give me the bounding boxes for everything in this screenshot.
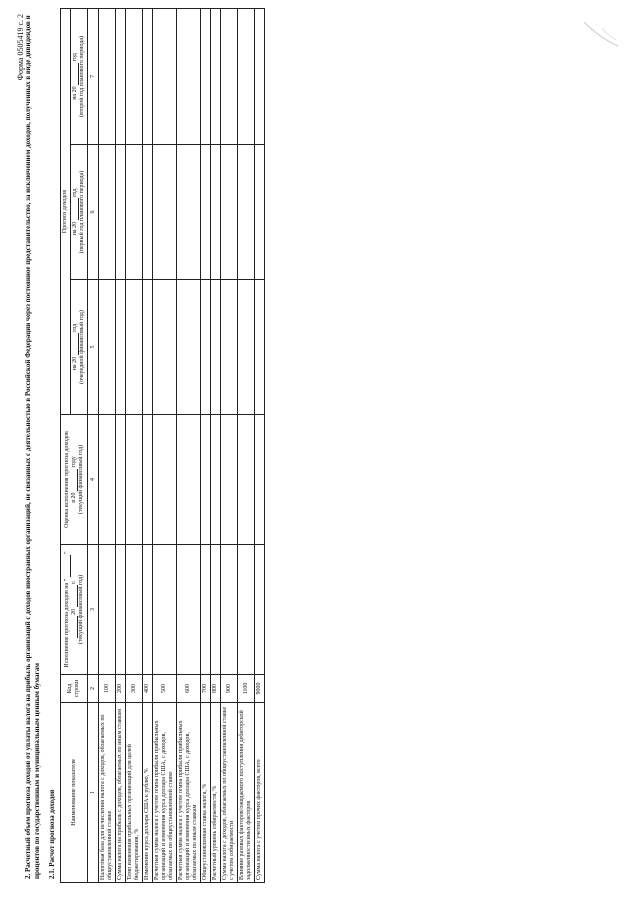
table-row — [177, 8, 201, 882]
header-estimate-line1: Оценка исполнения прогноза доходов — [63, 431, 70, 528]
value-cell[interactable] — [177, 8, 201, 144]
row-code: 700 — [201, 675, 211, 703]
row-name: Расчетная сумма налога с учетом темпа прибыли прибыльных организаций и изменения курса доллара США, с доходов, облагаемых по иным ставкам — [177, 703, 201, 883]
header-next-period: (очередной финансовый год) — [79, 310, 85, 384]
header-plan1-suffix: год — [72, 188, 78, 197]
column-number: 4 — [88, 415, 99, 545]
sub-title: 2.1. Расчет прогноза доходов — [48, 789, 56, 879]
table-body — [99, 8, 265, 882]
blank-month — [71, 616, 78, 638]
value-cell[interactable] — [211, 415, 221, 545]
header-execution-suffix: г. — [70, 580, 77, 584]
row-code: 900 — [221, 675, 238, 703]
value-cell[interactable] — [221, 545, 238, 675]
column-number: 7 — [88, 8, 99, 144]
value-cell[interactable] — [238, 545, 255, 675]
value-cell[interactable] — [211, 8, 221, 144]
row-name: Расчетный уровень собираемости, % — [211, 703, 221, 883]
row-name: Общеустановленная ставка налога, % — [201, 703, 211, 883]
blank-year — [71, 585, 78, 607]
row-code: 300 — [126, 675, 143, 703]
value-cell[interactable] — [143, 145, 153, 280]
row-code: 400 — [143, 675, 153, 703]
header-execution-mid: " — [63, 551, 70, 554]
header-plan2-year — [71, 8, 88, 144]
value-cell[interactable] — [255, 145, 265, 280]
value-cell[interactable] — [116, 280, 126, 415]
header-plan2-prefix: на 20 — [72, 86, 78, 100]
table-row — [126, 8, 143, 882]
column-number: 3 — [88, 545, 99, 675]
value-cell[interactable] — [255, 280, 265, 415]
value-cell[interactable] — [238, 145, 255, 280]
value-cell[interactable] — [201, 145, 211, 280]
row-name: Сумма налога на прибыль с доходов, облагаемых по иным ставкам — [116, 703, 126, 883]
value-cell[interactable] — [143, 545, 153, 675]
value-cell[interactable] — [99, 415, 116, 545]
value-cell[interactable] — [255, 415, 265, 545]
section-title: 2. Расчетный объем прогноза доходов от уплаты налога на прибыль организаций с доходов иностранных организаций, не связанных с деятельностью в Российской Федерации через постоянное представительство, за исключением доходов, полученных в виде дивидендов и процентов по государственным и муниципальным ценным бумагам — [24, 15, 41, 879]
value-cell[interactable] — [153, 415, 177, 545]
value-cell[interactable] — [126, 8, 143, 144]
value-cell[interactable] — [99, 545, 116, 675]
value-cell[interactable] — [177, 545, 201, 675]
row-name: Влияние разовых факторов/ожидаемого поступления дебиторской задолженности/иных факторов — [238, 703, 255, 883]
header-plan1-year — [71, 145, 88, 280]
table-row — [255, 8, 265, 882]
value-cell[interactable] — [116, 145, 126, 280]
header-name: Наименование показателя — [61, 703, 88, 883]
value-cell[interactable] — [201, 415, 211, 545]
value-cell[interactable] — [153, 145, 177, 280]
forecast-table — [60, 8, 265, 883]
value-cell[interactable] — [177, 415, 201, 545]
header-plan1-period: (первый год планового периода) — [79, 170, 85, 254]
value-cell[interactable] — [126, 545, 143, 675]
header-next-suffix: год — [72, 323, 78, 332]
value-cell[interactable] — [153, 8, 177, 144]
value-cell[interactable] — [238, 415, 255, 545]
value-cell[interactable] — [221, 8, 238, 144]
header-next-year — [71, 280, 88, 415]
table-row — [116, 8, 126, 882]
row-name: Темп изменения прибыльных организаций для целей бюджетирования, % — [126, 703, 143, 883]
value-cell[interactable] — [238, 8, 255, 144]
value-cell[interactable] — [116, 545, 126, 675]
value-cell[interactable] — [143, 8, 153, 144]
header-plan2-suffix: год — [72, 53, 78, 62]
header-execution-prefix: Исполнение прогноза доходов на " — [63, 578, 70, 668]
table-row — [99, 8, 116, 882]
value-cell[interactable] — [221, 280, 238, 415]
value-cell[interactable] — [211, 545, 221, 675]
header-forecast-group: Прогноз доходов — [61, 8, 71, 414]
value-cell[interactable] — [201, 280, 211, 415]
value-cell[interactable] — [221, 145, 238, 280]
column-number-row — [88, 8, 99, 882]
value-cell[interactable] — [116, 8, 126, 144]
table-row — [238, 8, 255, 882]
value-cell[interactable] — [99, 280, 116, 415]
table-row — [211, 8, 221, 882]
row-name: Сумма налога с доходов, облагаемых по общеустановленной ставке с учетом собираемости — [221, 703, 238, 883]
value-cell[interactable] — [177, 145, 201, 280]
value-cell[interactable] — [126, 145, 143, 280]
row-code: 9000 — [255, 675, 265, 703]
header-estimate-period: (текущий финансовый год) — [77, 444, 84, 515]
header-plan2-period: (второй год планового периода) — [79, 36, 85, 117]
header-estimate-prefix: в 20 — [70, 492, 77, 503]
scan-mark — [580, 18, 620, 48]
header-plan1-prefix: на 20 — [72, 221, 78, 236]
table-row — [143, 8, 153, 882]
header-estimate — [61, 415, 88, 545]
blank-plan1-year — [72, 198, 79, 220]
row-code: 500 — [153, 675, 177, 703]
form-code: Форма 0505419 с. 2 — [16, 14, 25, 81]
header-next-prefix: на 20 — [72, 356, 78, 371]
value-cell[interactable] — [116, 415, 126, 545]
value-cell[interactable] — [153, 280, 177, 415]
table-row — [221, 8, 238, 882]
column-number: 1 — [88, 703, 99, 883]
value-cell[interactable] — [201, 545, 211, 675]
header-execution-period: (текущий финансовый год) — [77, 574, 84, 645]
table-row — [153, 8, 177, 882]
row-name: Расчетная сумма налога с учетом темпа прибыли прибыльных организаций и изменения курса доллара США, с доходов, облагаемых по общеустановленной ставке — [153, 703, 177, 883]
value-cell[interactable] — [99, 145, 116, 280]
value-cell[interactable] — [255, 8, 265, 144]
value-cell[interactable] — [143, 280, 153, 415]
row-code: 100 — [99, 675, 116, 703]
value-cell[interactable] — [99, 8, 116, 144]
value-cell[interactable] — [221, 415, 238, 545]
table-row — [201, 8, 211, 882]
blank-next-year — [72, 333, 79, 355]
header-execution — [61, 545, 88, 675]
value-cell[interactable] — [177, 280, 201, 415]
value-cell[interactable] — [201, 8, 211, 144]
header-code: Код строки — [61, 675, 88, 703]
value-cell[interactable] — [153, 545, 177, 675]
value-cell[interactable] — [126, 415, 143, 545]
value-cell[interactable] — [143, 415, 153, 545]
value-cell[interactable] — [211, 145, 221, 280]
row-name: Изменение курса доллара США к рублю, % — [143, 703, 153, 883]
value-cell[interactable] — [126, 280, 143, 415]
row-code: 1100 — [238, 675, 255, 703]
row-code: 200 — [116, 675, 126, 703]
column-number: 5 — [88, 280, 99, 415]
row-name: Налоговая база для исчисления налога с доходов, облагаемых по общеустановленной ставке — [99, 703, 116, 883]
header-execution-year: 20 — [70, 608, 77, 615]
value-cell[interactable] — [211, 280, 221, 415]
value-cell[interactable] — [238, 280, 255, 415]
column-number: 6 — [88, 145, 99, 280]
row-code: 600 — [177, 675, 201, 703]
header-estimate-suffix: году — [70, 456, 77, 468]
column-number: 2 — [88, 675, 99, 703]
row-name: Сумма налога с учетом прочих факторов, всего — [255, 703, 265, 883]
row-code: 800 — [211, 675, 221, 703]
value-cell[interactable] — [255, 545, 265, 675]
blank-plan2-year — [72, 63, 79, 85]
blank-day — [64, 555, 71, 577]
blank-estimate-year — [71, 469, 78, 491]
